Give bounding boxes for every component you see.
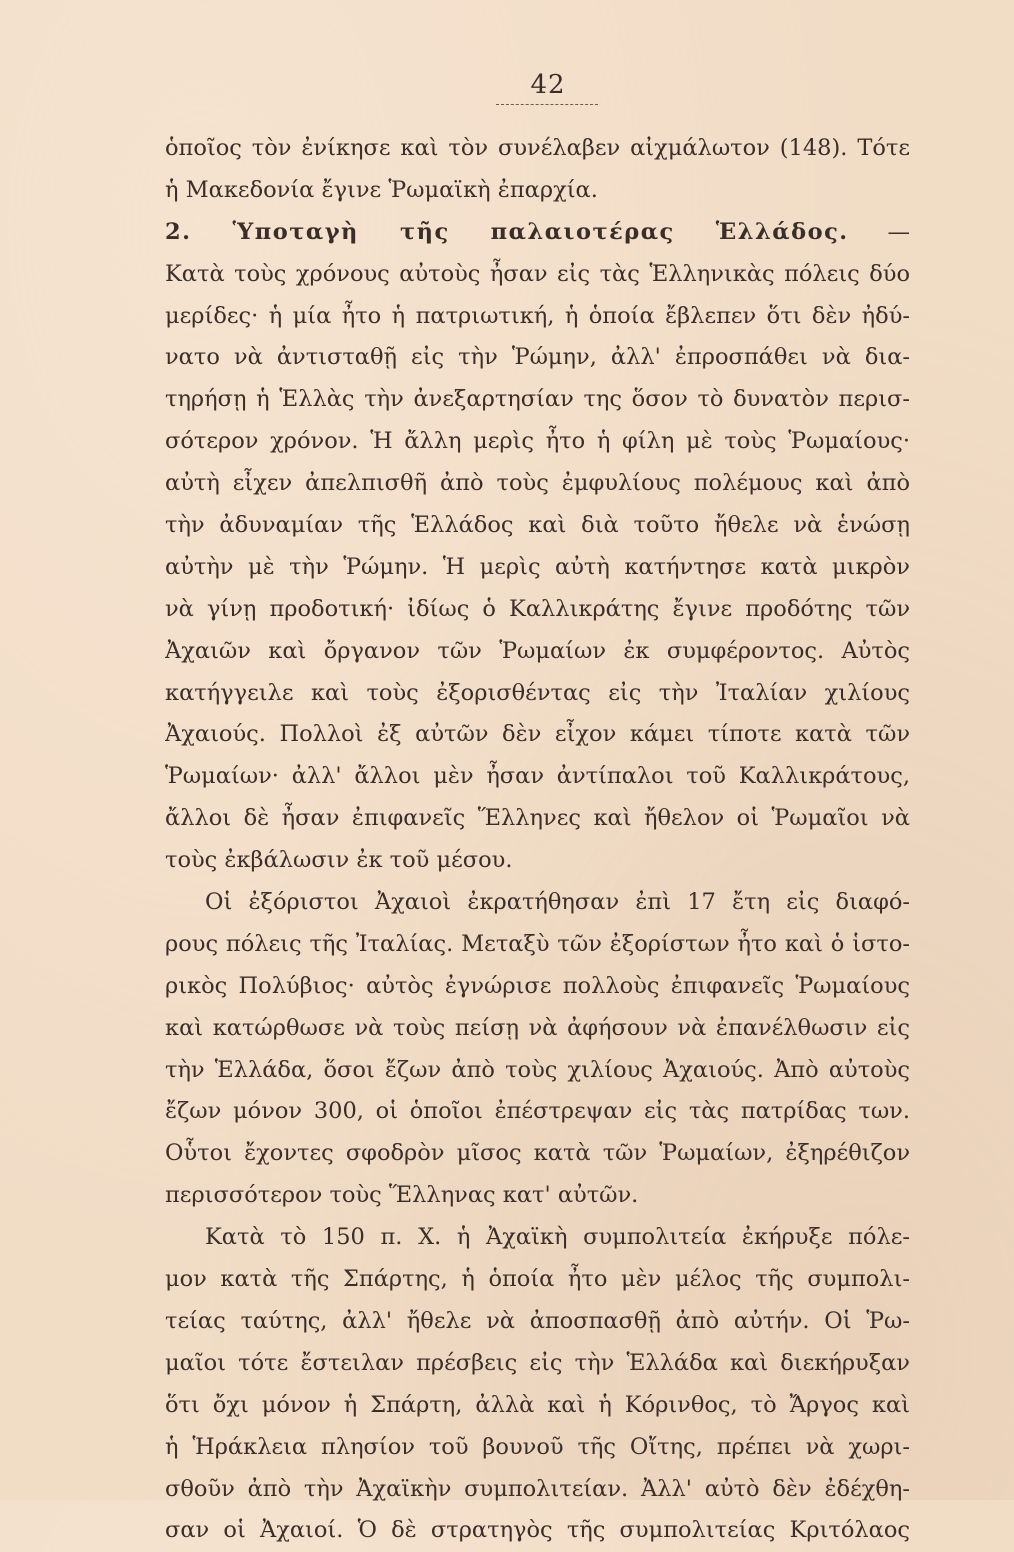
text-line: ἄλλοι δὲ ἦσαν ἐπιφανεῖς Ἕλληνες καὶ ἤθελον οἱ Ῥωμαῖοι νὰ [165,805,910,832]
text-line: Κατὰ τοὺς χρόνους αὐτοὺς ἦσαν εἰς τὰς Ἑλληνικὰς πόλεις δύο [165,260,910,287]
text-line: Ἀχαιούς. Πολλοὶ ἐξ αὐτῶν δὲν εἶχον κάμει τίποτε κατὰ τῶν [165,721,910,748]
text-line: Οἱ ἐξόριστοι Ἀχαιοὶ ἐκρατήθησαν ἐπὶ 17 ἔτη εἰς διαφό- [205,889,910,916]
text-line: τὴν ἀδυναμίαν τῆς Ἑλλάδος καὶ διὰ τοῦτο ἤθελε νὰ ἑνώσῃ [165,512,910,539]
text-line: νὰ γίνῃ προδοτική· ἰδίως ὁ Καλλικράτης ἔγινε προδότης τῶν [165,595,910,622]
text-line: τοὺς ἐκβάλωσιν ἐκ τοῦ μέσου. [165,847,513,874]
text-line: ὅτι ὄχι μόνον ἡ Σπάρτη, ἀλλὰ καὶ ἡ Κόρινθος, τὸ Ἄργος καὶ [165,1391,910,1418]
text-line: μερίδες· ἡ μία ἦτο ἡ πατριωτική, ἡ ὁποία ἔβλεπεν ὅτι δὲν ἠδύ- [165,302,910,329]
text-line: μον κατὰ τῆς Σπάρτης, ἡ ὁποία ἦτο μὲν μέλος τῆς συμπολι- [165,1266,910,1293]
page-number-rule [496,104,598,105]
text-line: ἡ Μακεδονία ἔγινε Ῥωμαϊκὴ ἐπαρχία. [165,176,598,203]
text-line: σθοῦν ἀπὸ τὴν Ἀχαϊκὴν συμπολιτείαν. Ἀλλ' αὐτὸ δὲν ἐδέχθη- [165,1475,910,1502]
text-line: αὐτὴ εἶχεν ἀπελπισθῆ ἀπὸ τοὺς ἐμφυλίους πολέμους καὶ ἀπὸ [165,470,910,497]
text-line: τὴν Ἑλλάδα, ὅσοι ἔζων ἀπὸ τοὺς χιλίους Ἀχαιούς. Ἀπὸ αὐτοὺς [165,1056,910,1083]
text-line: Οὗτοι ἔχοντες σφοδρὸν μῖσος κατὰ τῶν Ῥωμαίων, ἐξηρέθιζον [165,1140,910,1167]
text-line: ἡ Ἡράκλεια πλησίον τοῦ βουνοῦ τῆς Οἴτης, πρέπει νὰ χωρι- [165,1433,910,1460]
section-heading-line [165,212,910,254]
text-line: ἔζων μόνον 300, οἱ ὁποῖοι ἐπέστρεψαν εἰς τὰς πατρίδας των. [165,1098,910,1125]
text-line: σότερον χρόνον. Ἡ ἄλλη μερὶς ἦτο ἡ φίλη μὲ τοὺς Ῥωμαίους· [165,428,910,455]
body-text [165,128,910,1552]
text-line: μαῖοι τότε ἔστειλαν πρέσβεις εἰς τὴν Ἑλλάδα καὶ διεκήρυξαν [165,1349,910,1376]
text-line: ὁποῖος τὸν ἐνίκησε καὶ τὸν συνέλαβεν αἰχμάλωτον (148). Τότε [165,135,910,161]
page-number: 42 [530,70,566,100]
text-line: σαν οἱ Ἀχαιοί. Ὁ δὲ στρατηγὸς τῆς συμπολιτείας Κριτόλαος [165,1517,910,1544]
text-line: Ἀχαιῶν καὶ ὄργανον τῶν Ῥωμαίων ἐκ συμφέροντος. Αὐτὸς [165,637,910,664]
heading-dash: — [887,218,910,245]
text-line: ρους πόλεις τῆς Ἰταλίας. Μεταξὺ τῶν ἐξορίστων ἦτο καὶ ὁ ἱστο- [165,930,910,957]
section-heading: 2. Ὑποταγὴ τῆς παλαιοτέρας Ἑλλάδος. [165,218,849,245]
text-line: καὶ κατώρθωσε νὰ τοὺς πείσῃ νὰ ἀφήσουν νὰ ἐπανέλθωσιν εἰς [165,1014,910,1041]
text-line: ρικὸς Πολύβιος· αὐτὸς ἐγνώρισε πολλοὺς ἐπιφανεῖς Ῥωμαίους [165,972,910,999]
text-line: Ῥωμαίων· ἀλλ' ἄλλοι μὲν ἦσαν ἀντίπαλοι τοῦ Καλλικράτους, [165,763,910,790]
text-line: κατήγγειλε καὶ τοὺς ἐξορισθέντας εἰς τὴν Ἰταλίαν χιλίους [165,679,910,706]
text-line: αὐτὴν μὲ τὴν Ῥώμην. Ἡ μερὶς αὐτὴ κατήντησε κατὰ μικρὸν [165,553,910,580]
text-line: περισσότερον τοὺς Ἕλληνας κατ' αὐτῶν. [165,1182,639,1209]
text-line: νατο νὰ ἀντισταθῇ εἰς τὴν Ῥώμην, ἀλλ' ἐπροσπάθει νὰ δια- [165,344,910,371]
text-line: τηρήσῃ ἡ Ἑλλὰς τὴν ἀνεξαρτησίαν της ὅσον τὸ δυνατὸν περισ- [165,386,910,413]
text-line: Κατὰ τὸ 150 π. Χ. ἡ Ἀχαϊκὴ συμπολιτεία ἐκήρυξε πόλε- [205,1224,910,1251]
text-line: τείας ταύτης, ἀλλ' ἤθελε νὰ ἀποσπασθῇ ἀπὸ αὐτήν. Οἱ Ῥω- [165,1307,910,1334]
